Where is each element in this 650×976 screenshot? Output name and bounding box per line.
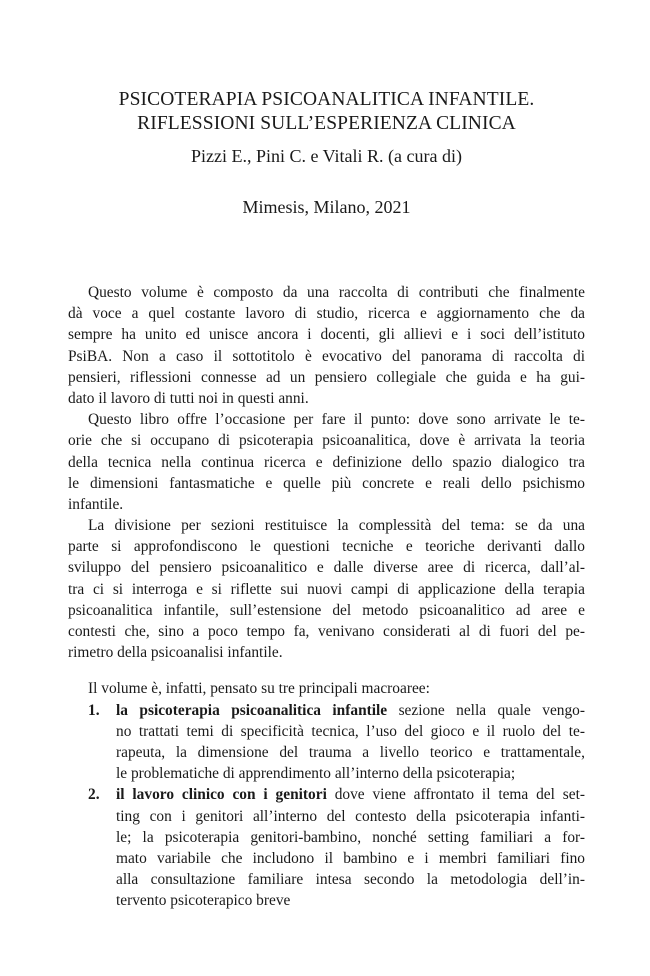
text-line: pensieri, riflessioni connesse ad un pensiero collegiale che guida e ha gui- [68,368,585,386]
book-title-line-1: PSICOTERAPIA PSICOANALITICA INFANTILE. [118,89,535,110]
text-line: della tecnica nella continua ricerca e definizione dello spazio dialogico tra [68,453,585,471]
text-line: contesti che, sino a poco tempo fa, venivano considerati al di fuori del pe- [68,623,585,640]
macroarea-list [68,700,585,912]
list-item [68,784,585,911]
book-publisher: Mimesis, Milano, 2021 [242,197,411,217]
text-line: parte si approfondiscono le questioni tecniche e teoriche derivanti dallo [68,538,585,556]
paragraph-2 [68,409,585,515]
text-line: rapeuta, la dimensione del trauma a livello teorico e trattamentale, [116,743,585,761]
list-intro: Il volume è, infatti, pensato su tre principali macroaree: [88,680,430,698]
text-line: le dimensioni fantasmatiche e quelle più concrete e reali dello psichismo [68,474,585,492]
text-line: dato il lavoro di tutti noi in questi anni. [68,389,309,407]
review-body [68,282,585,911]
text-line [116,700,585,721]
text-line: le problematiche di apprendimento all’interno della psicoterapia; [116,765,516,783]
text-line: rimetro della psicoanalisi infantile. [68,644,283,662]
book-authors: Pizzi E., Pini C. e Vitali R. (a cura di) [190,146,463,166]
text-line: no trattati temi di specificità tecnica, l’uso del gioco e il ruolo del te- [116,722,585,740]
text-line [116,784,585,805]
text-line: La divisione per sezioni restituisce la complessità del tema: se da una [88,517,585,535]
text-line: tra ci si interroga e si riflette sui nuovi campi di applicazione della terapia [68,580,585,598]
list-item [68,700,585,785]
paragraph-gap [68,663,585,678]
text-line: Questo libro offre l’occasione per fare il punto: dove sono arrivate le te- [88,411,585,429]
text-line: psicoanalitica infantile, sull’estensione del metodo psicoanalitico ad aree e [68,601,585,619]
text-line: tervento psicoterapico breve [116,892,291,910]
list-item-text: dove viene affrontato il tema del set- [326,786,585,804]
text-line: le; la psicoterapia genitori-bambino, nonché setting familiari a for- [116,828,585,846]
list-item-text: sezione nella quale vengo- [387,701,585,719]
text-line: mato variabile che includono il bambino e i membri familiari fino [116,849,585,867]
list-item-heading: la psicoterapia psicoanalitica infantile [116,701,388,719]
text-line: ting con i genitori all’interno del contesto della psicoterapia infanti- [116,807,585,825]
text-line: dà voce a quel costante lavoro di studio, ricerca e aggiornamento che da [68,305,585,323]
list-number: 1. [88,701,100,719]
book-header [68,88,585,219]
text-line: infantile. [68,495,124,513]
list-item-heading: il lavoro clinico con i genitori [116,786,327,804]
text-line: Questo volume è composto da una raccolta di contributi che finalmente [88,284,585,301]
text-line: alla consultazione familiare intesa secondo la metodologia dell’in- [116,871,585,889]
text-line: PsiBA. Non a caso il sottotitolo è evocativo del panorama di raccolta di [68,347,585,365]
paragraph-1 [68,282,585,409]
paragraph-3 [68,515,585,663]
text-line: sviluppo del pensiero psicoanalitico e dalle diverse aree di ricerca, dall’al- [68,559,585,577]
text-line: orie che si occupano di psicoterapia psicoanalitica, dove è arrivata la teoria [68,432,585,450]
book-title-line-2: RIFLESSIONI SULL’ESPERIENZA CLINICA [137,113,516,134]
text-line: sempre ha unito ed unisce ancora i docenti, gli allievi e i soci dell’istituto [68,326,585,344]
list-number: 2. [88,786,100,804]
